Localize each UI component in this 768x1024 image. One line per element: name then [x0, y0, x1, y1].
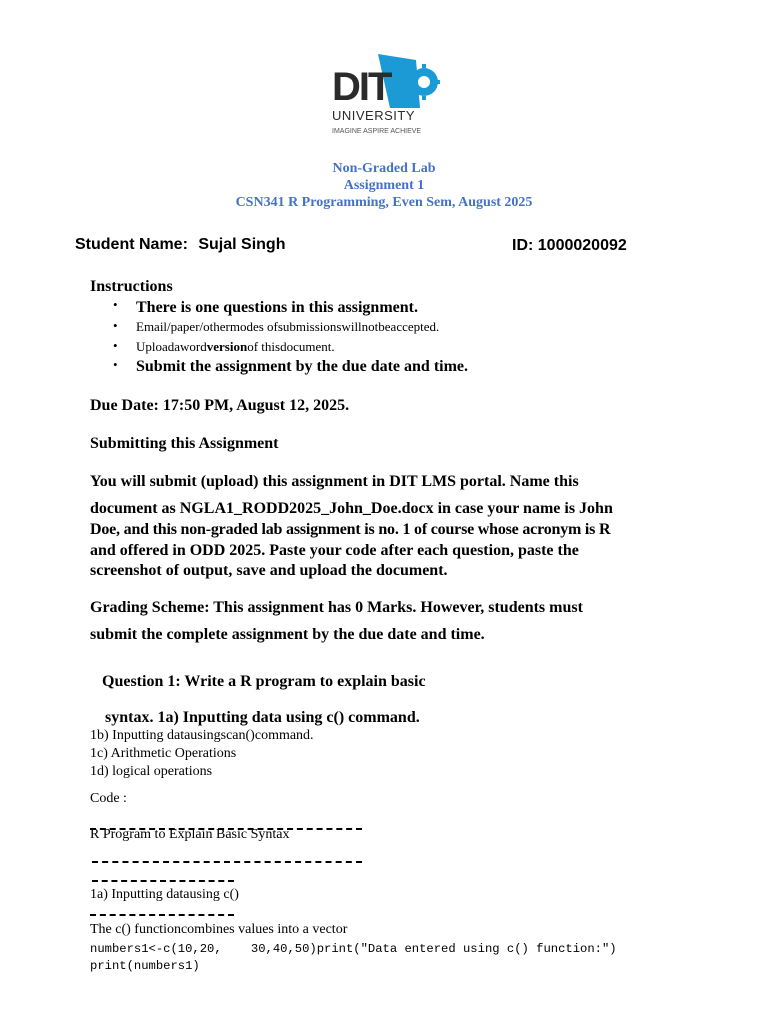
- code-divider: [92, 880, 234, 882]
- logo-name: UNIVERSITY: [332, 108, 416, 123]
- question-line-2: syntax. 1a) Inputting data using c() command.: [105, 709, 420, 726]
- student-name-row: [75, 235, 285, 255]
- header-line-1: Non-Graded Lab: [332, 161, 436, 176]
- logo-brand: DIT: [332, 65, 391, 109]
- submitting-line-4: and offered in ODD 2025. Paste your code after each question, paste the: [90, 542, 579, 559]
- student-name: Sujal Singh: [198, 236, 286, 253]
- bullet-icon: •: [113, 318, 118, 333]
- submitting-line-5: screenshot of output, save and upload the document.: [90, 562, 448, 579]
- question-sub-1c: 1c) Arithmetic Operations: [90, 746, 237, 761]
- submitting-line-3: Doe, and this non-graded lab assignment is no. 1 of course whose acronym is R: [90, 521, 611, 538]
- code-line-2: print(numbers1): [90, 959, 200, 973]
- instruction-3-b: version: [206, 339, 248, 354]
- bullet-icon: •: [113, 357, 118, 372]
- code-section-1a: 1a) Inputting datausing c(): [90, 887, 239, 902]
- question-line-1: Question 1: Write a R program to explain basic: [102, 673, 426, 690]
- code-title: R Program to Explain Basic Syntax: [90, 827, 290, 842]
- student-id-label: ID:: [512, 237, 534, 254]
- due-date: Due Date: 17:50 PM, August 12, 2025.: [90, 397, 350, 414]
- question-sub-1b: 1b) Inputting datausingscan()command.: [90, 728, 314, 743]
- instruction-4: Submit the assignment by the due date and time.: [136, 358, 469, 375]
- code-comment: The c() functioncombines values into a vector: [90, 922, 348, 937]
- code-line-1: numbers1<-c(10,20, 30,40,50)print("Data entered using c() function:"): [90, 942, 617, 956]
- university-logo: [330, 48, 442, 140]
- submitting-heading: Submitting this Assignment: [90, 435, 279, 452]
- code-label: Code :: [90, 791, 127, 806]
- code-divider: [90, 914, 234, 916]
- question-sub-1d: 1d) logical operations: [90, 764, 213, 779]
- bullet-icon: •: [113, 338, 118, 353]
- header-line-3: CSN341 R Programming, Even Sem, August 2025: [235, 195, 533, 210]
- header-line-2: Assignment 1: [343, 178, 425, 193]
- instruction-2: Email/paper/othermodes ofsubmissionswillnotbeaccepted.: [136, 319, 440, 334]
- student-id: 1000020092: [537, 237, 627, 254]
- logo-tagline: IMAGINE ASPIRE ACHIEVE: [332, 128, 422, 135]
- grading-line-2: submit the complete assignment by the due date and time.: [90, 626, 485, 643]
- student-name-label: Student Name:: [75, 236, 188, 253]
- submitting-line-2: document as NGLA1_RODD2025_John_Doe.docx in case your name is John: [90, 500, 613, 517]
- instruction-3-a: Uploadaword: [136, 339, 207, 354]
- instruction-1: There is one questions in this assignment.: [136, 299, 418, 316]
- grading-line-1: Grading Scheme: This assignment has 0 Marks. However, students must: [90, 599, 583, 616]
- code-divider: [92, 861, 362, 863]
- instruction-3-c: of thisdocument.: [247, 339, 335, 354]
- instructions-heading: Instructions: [90, 278, 173, 295]
- submitting-line-1: You will submit (upload) this assignment in DIT LMS portal. Name this: [90, 473, 579, 490]
- student-id-row: [512, 236, 627, 256]
- bullet-icon: •: [113, 297, 118, 312]
- instruction-3: [136, 338, 335, 355]
